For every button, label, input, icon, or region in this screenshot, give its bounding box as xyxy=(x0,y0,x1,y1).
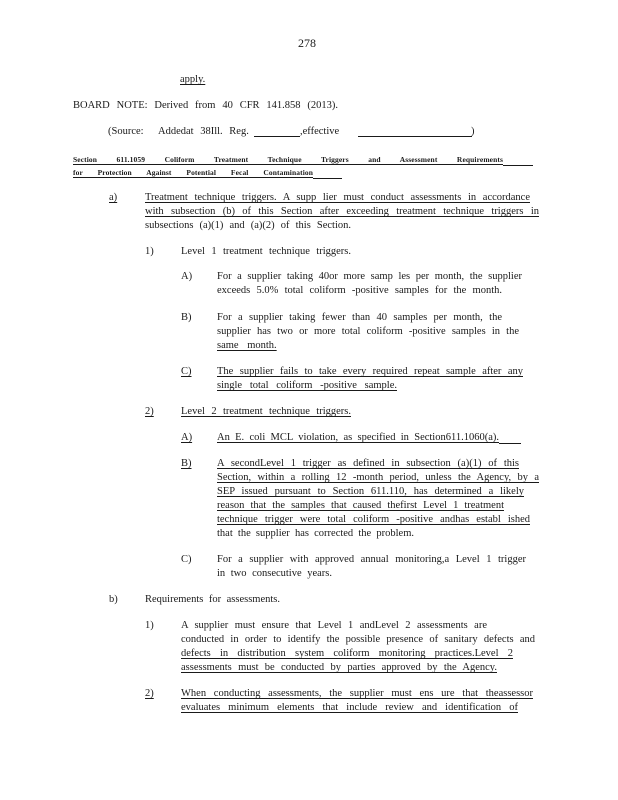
b1-line-1: A supplier must ensure that Level 1 andLevel 2 assessments are xyxy=(181,620,487,631)
a1-B-line-2: supplier has two or more total coliform -positive samples in the xyxy=(217,326,519,337)
section-heading-line-1: Section 611.1059 Coliform Treatment Technique Triggers and Assessment Requirements xyxy=(73,155,503,164)
source-label: (Source: xyxy=(108,126,144,137)
a2-B-line-6: that the supplier has corrected the problem. xyxy=(217,528,414,539)
b1-label: 1) xyxy=(145,620,154,631)
a2-B-line-1: A secondLevel 1 trigger as defined in subsection (a)(1) of this xyxy=(217,458,519,469)
a2-A-line-1: An E. coli MCL violation, as specified in Section611.1060(a). xyxy=(217,432,499,443)
a1-A-label: A) xyxy=(181,271,193,282)
b2-label: 2) xyxy=(145,688,154,699)
a2-A-label: A) xyxy=(181,432,193,443)
subsection-a-line-3: subsections (a)(1) and (a)(2) of this Section. xyxy=(145,220,351,231)
a1-C-line-2: single total coliform -positive sample. xyxy=(217,380,397,391)
source-effective: ,effective xyxy=(300,126,340,137)
a2-C-label: C) xyxy=(181,554,192,565)
a2-C-line-2: in two consecutive years. xyxy=(217,568,332,579)
subsection-a-line-2: with subsection (b) of this Section after exceeding treatment technique triggers in xyxy=(145,206,539,217)
apply-text: apply. xyxy=(180,74,206,85)
source-blank-1 xyxy=(254,125,300,137)
a1-B-line-3: same month. xyxy=(217,340,277,351)
a2-text: Level 2 treatment technique triggers. xyxy=(181,406,351,417)
subsection-a-line-1: Treatment technique triggers. A supp lier must conduct assessments in accordance xyxy=(145,192,530,203)
b1-line-4: assessments must be conducted by parties approved by the Agency. xyxy=(181,662,497,673)
heading-rule-2 xyxy=(313,178,342,179)
a1-C-line-1: The supplier fails to take every required repeat sample after any xyxy=(217,366,523,377)
a2-A-rule xyxy=(499,443,521,444)
a1-A-line-1: For a supplier taking 40or more samp les per month, the supplier xyxy=(217,271,522,282)
a1-B-line-1: For a supplier taking fewer than 40 samples per month, the xyxy=(217,312,502,323)
a2-B-line-2: Section, within a rolling 12 -month period, unless the Agency, by a xyxy=(217,472,539,483)
board-note: BOARD NOTE: Derived from 40 CFR 141.858 (2013). xyxy=(73,100,338,111)
a2-B-label: B) xyxy=(181,458,192,469)
a2-B-line-5: technique trigger were total coliform -positive andhas establ ished xyxy=(217,514,530,525)
section-heading-line-2: for Protection Against Potential Fecal Contamination xyxy=(73,168,313,177)
a2-label: 2) xyxy=(145,406,154,417)
b2-line-1: When conducting assessments, the supplier must ens ure that theassessor xyxy=(181,688,533,699)
subsection-a-label: a) xyxy=(109,192,118,203)
a2-C-line-1: For a supplier with approved annual monitoring,a Level 1 trigger xyxy=(217,554,526,565)
b2-line-2: evaluates minimum elements that include review and identification of xyxy=(181,702,518,713)
source-register: Addedat 38Ill. Reg. xyxy=(158,126,249,137)
a1-label: 1) xyxy=(145,246,154,257)
b1-line-3: defects in distribution system coliform monitoring practices.Level 2 xyxy=(181,648,513,659)
a1-text: Level 1 treatment technique triggers. xyxy=(181,246,351,257)
source-blank-2 xyxy=(358,125,472,137)
subsection-b-label: b) xyxy=(109,594,118,605)
subsection-b-text: Requirements for assessments. xyxy=(145,594,280,605)
a2-B-line-3: SEP issued pursuant to Section 611.110, has determined a likely xyxy=(217,486,524,497)
a2-B-line-4: reason that the samples that caused thefirst Level 1 treatment xyxy=(217,500,504,511)
b1-line-2: conducted in order to identify the possible presence of sanitary defects and xyxy=(181,634,535,645)
heading-rule-1 xyxy=(503,165,533,166)
a1-A-line-2: exceeds 5.0% total coliform -positive samples for the month. xyxy=(217,285,502,296)
a1-C-label: C) xyxy=(181,366,192,377)
page-number: 278 xyxy=(298,36,316,50)
source-close: ) xyxy=(471,126,475,137)
a1-B-label: B) xyxy=(181,312,192,323)
